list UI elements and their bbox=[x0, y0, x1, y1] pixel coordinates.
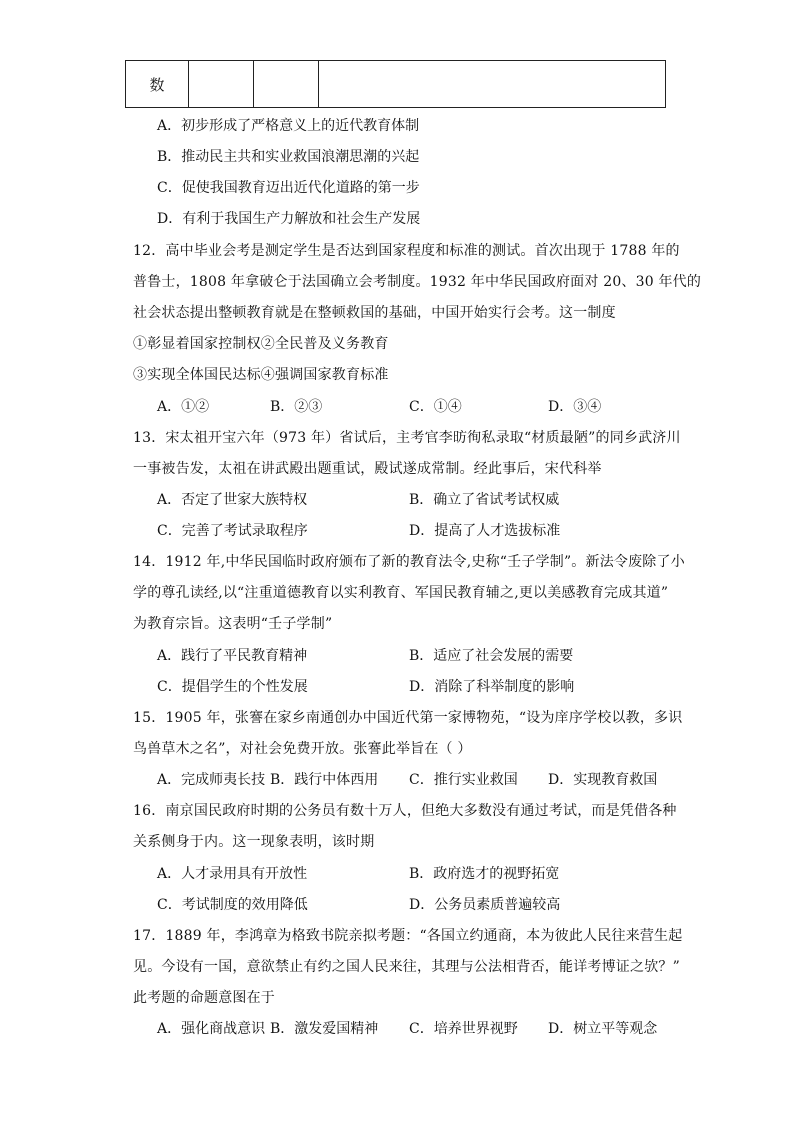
table-cell bbox=[189, 61, 254, 108]
q15-option-c[interactable]: C．推行实业救国 bbox=[409, 772, 518, 788]
q17-stem-line: 见。今设有一国，意欲禁止有约之国人民来往，其理与公法相背否，能详考博证之欤？” bbox=[133, 959, 680, 975]
q13-stem-line: 一事被告发，太祖在讲武殿出题重试，殿试遂成常制。经此事后，宋代科举 bbox=[133, 461, 602, 477]
q12-statement: ③实现全体国民达标④强调国家教育标准 bbox=[133, 367, 389, 383]
q17-option-a[interactable]: A．强化商战意识 bbox=[157, 1021, 266, 1037]
q16-stem-line: 16．南京国民政府时期的公务员有数十万人，但绝大多数没有通过考试，而是凭借各种 bbox=[133, 803, 677, 819]
q14-option-c[interactable]: C．提倡学生的个性发展 bbox=[157, 679, 308, 695]
q17-stem-line: 17．1889 年，李鸿章为格致书院亲拟考题：“各国立约通商，本为彼此人民往来营生起 bbox=[133, 928, 683, 944]
q12-option-d[interactable]: D．③④ bbox=[548, 399, 602, 415]
q12-stem-line: 12．高中毕业会考是测定学生是否达到国家程度和标准的测试。首次出现于 1788 年的 bbox=[133, 243, 680, 259]
q11-option-a[interactable]: A．初步形成了严格意义上的近代教育体制 bbox=[157, 118, 420, 134]
q15-option-a[interactable]: A．完成师夷长技 bbox=[157, 772, 266, 788]
q14-option-b[interactable]: B．适应了社会发展的需要 bbox=[409, 648, 574, 664]
q13-option-c[interactable]: C．完善了考试录取程序 bbox=[157, 523, 308, 539]
q16-stem-line: 关系侧身于内。这一现象表明，该时期 bbox=[133, 834, 375, 850]
q17-option-d[interactable]: D．树立平等观念 bbox=[548, 1021, 658, 1037]
q13-option-a[interactable]: A．否定了世家大族特权 bbox=[157, 492, 308, 508]
q12-stem-line: 社会状态提出整顿教育就是在整顿救国的基础，中国开始实行会考。这一制度 bbox=[133, 305, 616, 321]
q12-stem-line: 普鲁士，1808 年拿破仑于法国确立会考制度。1932 年中华民国政府面对 20、30 年代的 bbox=[133, 274, 702, 290]
q14-option-d[interactable]: D．消除了科举制度的影响 bbox=[409, 679, 575, 695]
q15-option-d[interactable]: D．实现教育救国 bbox=[548, 772, 658, 788]
q11-option-b[interactable]: B．推动民主共和实业救国浪潮思潮的兴起 bbox=[157, 149, 420, 165]
q17-stem-line: 此考题的命题意图在于 bbox=[133, 990, 275, 1006]
table-cell bbox=[319, 61, 666, 108]
q14-stem-line: 学的尊孔读经,以“注重道德教育以实利教育、军国民教育辅之,更以美感教育完成其道” bbox=[133, 585, 669, 601]
q13-option-d[interactable]: D．提高了人才选拔标准 bbox=[409, 523, 561, 539]
q17-option-b[interactable]: B．激发爱国精神 bbox=[270, 1021, 379, 1037]
q15-option-b[interactable]: B．践行中体西用 bbox=[270, 772, 379, 788]
q13-option-b[interactable]: B．确立了省试考试权威 bbox=[409, 492, 560, 508]
q12-statement: ①彰显着国家控制权②全民普及义务教育 bbox=[133, 336, 389, 352]
q11-option-c[interactable]: C．促使我国教育迈出近代化道路的第一步 bbox=[157, 180, 420, 196]
q14-stem-line: 14．1912 年,中华民国临时政府颁布了新的教育法令,史称“壬子学制”。新法令废除了小 bbox=[133, 554, 685, 570]
q13-stem-line: 13．宋太祖开宝六年（973 年）省试后，主考官李昉徇私录取“材质最陋”的同乡武济川 bbox=[133, 430, 681, 446]
q14-stem-line: 为教育宗旨。这表明“壬子学制” bbox=[133, 616, 333, 632]
q11-option-d[interactable]: D．有利于我国生产力解放和社会生产发展 bbox=[157, 211, 421, 227]
q17-option-c[interactable]: C．培养世界视野 bbox=[409, 1021, 518, 1037]
table-cell: 数 bbox=[126, 61, 189, 108]
table-cell bbox=[254, 61, 319, 108]
q12-option-c[interactable]: C．①④ bbox=[409, 399, 462, 415]
q12-option-b[interactable]: B．②③ bbox=[270, 399, 323, 415]
q16-option-a[interactable]: A．人才录用具有开放性 bbox=[157, 866, 308, 882]
q12-option-a[interactable]: A．①② bbox=[157, 399, 210, 415]
q16-option-c[interactable]: C．考试制度的效用降低 bbox=[157, 897, 308, 913]
q15-stem-line: 鸟兽草木之名”，对社会免费开放。张謇此举旨在（ ） bbox=[133, 741, 472, 757]
q16-option-d[interactable]: D．公务员素质普遍较高 bbox=[409, 897, 561, 913]
q14-option-a[interactable]: A．践行了平民教育精神 bbox=[157, 648, 308, 664]
table-fragment bbox=[125, 60, 666, 108]
q15-stem-line: 15．1905 年，张謇在家乡南通创办中国近代第一家博物苑，“设为庠序学校以教，多识 bbox=[133, 710, 683, 726]
q16-option-b[interactable]: B．政府选才的视野拓宽 bbox=[409, 866, 560, 882]
